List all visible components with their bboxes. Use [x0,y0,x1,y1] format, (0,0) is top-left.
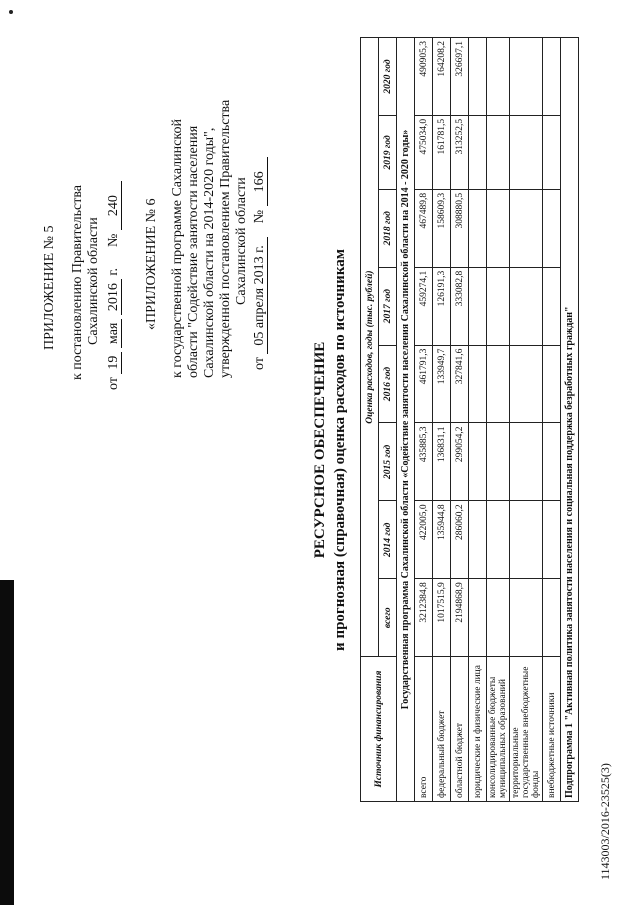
table-cell: 135944,8 [433,501,451,579]
table-cell: 459274,1 [415,267,433,345]
table-cell: 286060,2 [451,501,469,579]
appendix5-day: 19 [106,352,122,374]
table-cell: 326697,1 [451,38,469,116]
table-cell: 299054,2 [451,423,469,501]
table-cell: 158609,3 [433,189,451,267]
table-cell: 136831,1 [433,423,451,501]
table-cell: 475034,0 [415,115,433,189]
table-cell: 467489,8 [415,189,433,267]
table-row [451,38,469,802]
header-year: 2014 год [379,501,397,579]
document-subtitle: и прогнозная (справочная) оценка расходов по источникам [332,249,348,651]
appendix6-number: 166 [252,157,268,206]
appendix5-year: 2016 [106,279,122,315]
table-cell: 422005,0 [415,501,433,579]
table-cell: 3212384,8 [415,579,433,657]
header-year: 2020 год [379,38,397,116]
table-cell: 308880,5 [451,189,469,267]
row-label: всего [415,657,433,802]
table-row [433,38,451,802]
row-label: консолидированные бюджеты муниципальных образований [487,657,510,802]
header-source: Источник финансирования [361,657,397,802]
header-year: 2019 год [379,115,397,189]
appendix6-line5: Сахалинской области [234,177,249,305]
scan-edge-shadow [0,580,14,905]
header-year: 2018 год [379,189,397,267]
table-cell: 1017515,9 [433,579,451,657]
table-cell: 161781,5 [433,115,451,189]
table-cell: 327841,6 [451,345,469,423]
row-label: юридические и физические лица [469,657,487,802]
scan-dot [9,10,13,14]
header-year: 2015 год [379,423,397,501]
appendix5-line2: Сахалинской области [86,217,101,345]
appendix6-title: «ПРИЛОЖЕНИЕ № 6 [144,198,159,330]
table-row [543,38,561,802]
rotated-page [20,10,620,890]
table-cell: 490905,3 [415,38,433,116]
table-cell: 133949,7 [433,345,451,423]
appendix6-date-line: от 05 апреля 2013 г. № 166 [252,157,268,370]
funding-table [360,37,579,802]
appendix6-line3: Сахалинской области на 2014-2020 годы", [202,127,217,378]
row-label: внебюджетные источники [543,657,561,802]
appendix5-month: мая [106,319,122,348]
table-cell: 313252,5 [451,115,469,189]
document-code: 1143003/2016-23525(3) [598,763,612,880]
appendix5-number: 240 [106,181,122,230]
table-cell: 126191,3 [433,267,451,345]
appendix6-line1: к государственной программе Сахалинской [170,119,185,378]
subprogram-row: Подпрограмма 1 "Активная политика занятости населения и социальная поддержка безработных граждан" [561,38,579,802]
header-year: всего [379,579,397,657]
appendix5-date-line: от 19 мая 2016 г. № 240 [106,181,122,390]
table-cell: 333082,8 [451,267,469,345]
table-cell: 164208,2 [433,38,451,116]
document-title: РЕСУРСНОЕ ОБЕСПЕЧЕНИЕ [312,341,328,559]
table-cell: 461791,3 [415,345,433,423]
program-row: Государственная программа Сахалинской области «Содействие занятости населения Сахалинской области на 2014 - 2020 годы» [397,38,415,802]
table-cell: 435885,3 [415,423,433,501]
row-label: федеральный бюджет [433,657,451,802]
table-row [487,38,510,802]
header-year: 2017 год [379,267,397,345]
row-label: областной бюджет [451,657,469,802]
appendix5-line1: к постановлению Правительства [70,184,85,380]
appendix5-title: ПРИЛОЖЕНИЕ № 5 [42,225,57,350]
header-year: 2016 год [379,345,397,423]
table-cell: 2194868,9 [451,579,469,657]
table-row [510,38,543,802]
appendix6-line2: области "Содействие занятости населения [186,125,201,378]
header-estimate: Оценка расходов, годы (тыс. рублей) [361,38,379,657]
appendix6-line4: утвержденной постановлением Правительства [218,99,233,378]
appendix6-date: 05 апреля 2013 г. [252,237,268,353]
table-row [415,38,433,802]
row-label: территориальные государственные внебюджетные фонды [510,657,543,802]
table-row [469,38,487,802]
